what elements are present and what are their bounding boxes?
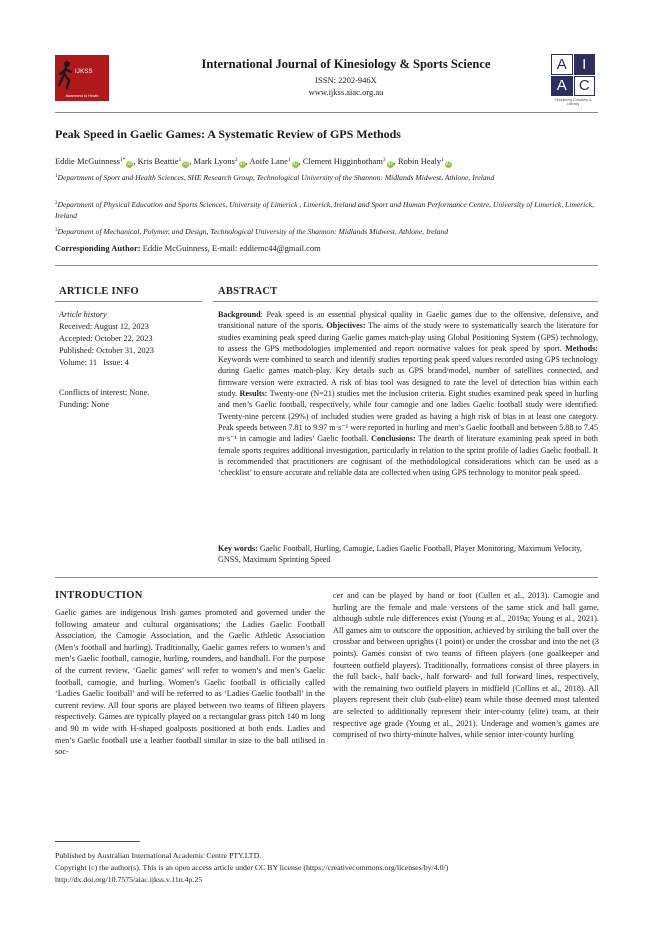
orcid-icon[interactable]: iD [127, 160, 133, 167]
author-name: Mark Lyons [193, 156, 235, 166]
conclusions-text: The dearth of literature examining peak speed in both female sports requires additional investigation, particularly in relation to the sprint profile of ladies Gaelic football. It is recommended that practitioners are cognisant of the methodological considerations which can be used as a ‘checklist’ to ensure accurate and reliable data are collected when using GPS technology to monitor peak speed. [218, 434, 598, 478]
conclusions-label: Conclusions: [371, 434, 416, 444]
affiliation [55, 199, 600, 221]
objectives-text: The aims of the study were to systematically search the literature for studies examining peak speed during Gaelic games match-play using Global Positioning System (GPS) technology, to assess the GPS methodologies implemented and report normative values for peak speed by sport. [218, 321, 598, 353]
footer-copyright[interactable]: Copyright (c) the author(s). This is an open access article under CC BY license (https://creativecommons.org/licenses/by/4.0/) [55, 863, 449, 872]
author: Aoife Lane$^1$iD, [249, 156, 303, 167]
keywords [218, 543, 598, 566]
results-label: Results: [239, 389, 268, 399]
conflicts: Conflicts of interest: None. [59, 388, 150, 397]
abstract-text [218, 309, 598, 478]
journal-title: International Journal of Kinesiology & Sports Science [201, 57, 491, 71]
author-sup: 2 [234, 157, 238, 163]
corresponding-label: Corresponding Author: [55, 243, 141, 253]
objectives-label: Objectives: [326, 321, 366, 331]
accepted-date: Accepted: October 22, 2023 [59, 334, 153, 343]
affiliation-text: Department of Sport and Health Sciences, SHE Research Group, Technological University of the Shannon: Midlands Midwest, Athlone, Ireland [57, 173, 495, 182]
author-name: Kris Beattie [137, 156, 179, 166]
logo-left-text: IJKSS [75, 69, 93, 75]
footer-publisher: Published by Australian International Academic Centre PTY.LTD. [55, 851, 262, 860]
corresponding-author [55, 243, 600, 253]
author: Kris Beattie$^1$iD, [137, 156, 194, 167]
footer-doi[interactable]: http://dx.doi.org/10.7575/aiac.ijkss.v.11n.4p.25 [55, 875, 203, 884]
header-divider [55, 112, 598, 113]
orcid-icon[interactable]: iD [387, 160, 393, 167]
ijkss-logo [55, 55, 109, 101]
journal-url[interactable]: www.ijkss.aiac.org.au [308, 87, 384, 97]
keywords-label: Key words: [218, 544, 258, 553]
article-info-divider [55, 301, 202, 302]
author-name: Eddie McGuinness [55, 156, 120, 166]
author-sup: 3 [382, 157, 386, 163]
funding: Funding: None [59, 400, 110, 409]
volume: Volume: 11 [59, 358, 98, 367]
methods-label: Methods: [565, 343, 598, 353]
abstract-divider [213, 301, 598, 302]
author [398, 156, 452, 166]
section-divider [55, 265, 598, 266]
methods-text: Keywords were combined to search and identify studies reporting peak speed values recorded using GPS technology during Gaelic games match-play. Key details such as GPS brand/model, number of satellites connected, and firmware version were extracted. A risk of bias tool was designed to rate the level of detection bias within each study. [218, 355, 598, 399]
affiliation-sup: 2 [55, 201, 58, 206]
author-sup: 1* [119, 157, 126, 163]
affiliation [55, 226, 600, 238]
author: Mark Lyons$^2$iD, [193, 156, 250, 167]
background-text: : Peak speed is an essential physical quality in Gaelic games due to the offensive, defensive, and transitional nature of the sports. [218, 310, 598, 331]
affiliation-sup: 1 [55, 174, 58, 179]
author: Clement Higginbotham$^3$iD, [302, 156, 398, 167]
logo-left-tagline: Awareness to Health [65, 94, 99, 98]
keywords-text: Gaelic Football, Hurling, Camogie, Ladies Gaelic Football, Player Monitoring, Maximum Velocity, GNSS, Maximum Sprinting Speed [218, 544, 582, 565]
orcid-icon[interactable]: iD [239, 160, 245, 167]
received-date: Received: August 12, 2023 [59, 322, 149, 331]
orcid-icon[interactable]: iD [183, 160, 189, 167]
article-title: Peak Speed in Gaelic Games: A Systematic Review of GPS Methods [55, 127, 401, 141]
aiac-logo [549, 53, 597, 105]
orcid-icon[interactable]: iD [445, 160, 451, 167]
published-date: Published: October 31, 2023 [59, 346, 154, 355]
results-text: Twenty-one (N=21) studies met the inclusion criteria. Eight studies examined peak speed in hurling and men’s Gaelic football, respectively, while four camogie and one ladies Gaelic football study were identified. Twenty-nine percent (29%) of included studies were graded as having a high risk of bias in at least one category. Peak speeds between 7.81 to 9.97 m·s⁻¹ were reported in hurling and men’s Gaelic football and between 5.88 to 7.45 m·s⁻¹ in camogie and ladies’ Gaelic football. [218, 389, 598, 444]
aiac-letter: A [551, 76, 573, 97]
author-name: Clement Higginbotham [302, 156, 383, 166]
aiac-tagline: Flourishing Creativity & Literacy [554, 98, 592, 106]
history-label: Article history [59, 310, 107, 319]
article-info [59, 309, 204, 411]
aiac-letter: I [574, 54, 596, 75]
author-name: Aoife Lane [249, 156, 288, 166]
journal-header [55, 53, 597, 105]
body-column-left: Gaelic games are indigenous Irish games promoted and governed under the following amateur and cultural organisations; the Ladies Gaelic Football Association, the Camogie Association, and the Gaelic Athletic Association (Men’s football and hurling). Traditionally, Gaelic games refers to women’s and men’s Gaelic football, camogie, hurling, rounders, and handball. For the purpose of the current review, ‘Gaelic games’ will refer to women’s and men’s Gaelic football, camogie, and hurling. Women’s Gaelic football is officially called ‘Ladies Gaelic football’ and will be referred to as ‘Ladies Gaelic football’ in the current review. All four sports are played between two teams of fifteen players respectively. Games are typically played on a rectangular grass pitch 140 m long and 90 m wide with H-shaped goalposts positioned at both ends. Ladies and men’s Gaelic football use a leather football similar in size to the ball utilised in soc- [55, 608, 325, 757]
body-column-right: cer and can be played by hand or foot (Cullen et al., 2013). Camogie and hurling are the female and male versions of the same stick and ball game, although subtle rule differences exist (Young et al., 2019a; Young et al., 2021). All games aim to outscore the opposition, achieved by striking the ball over the crossbar and between uprights (1 point) or under the crossbar and into the net (3 points). Games consist of two teams of fifteen players (one goalkeeper and fourteen outfield players). Traditionally, formations consist of three players in the full back-, half back-, half forward- and full forward lines, respectively, with the remaining two outfield players in midfield (Collins et al., 2018). All players represent their club (sub-elite) team while those deemed most talented are selected to additionally represent their inter-county (elite) team, at their respective age grade (Young et al., 2021). Underage and women’s games are comprised of two thirty-minute halves, while senior inter-county hurling [333, 591, 599, 740]
affiliation-text: Department of Physical Education and Sports Sciences, University of Limerick , Limerick, Ireland and Sport and Human Performance Centre, University of Limerick, Limerick, Ireland [55, 200, 594, 220]
aiac-letter: C [574, 76, 596, 97]
introduction-heading: INTRODUCTION [55, 590, 143, 601]
section-divider [55, 577, 598, 578]
abstract-heading: ABSTRACT [218, 286, 278, 297]
aiac-letter: A [551, 54, 573, 75]
author-sup: 1 [441, 157, 444, 163]
issue: Issue: 4 [103, 358, 129, 367]
journal-issn: ISSN: 2202-946X [315, 75, 377, 85]
author-name: Robin Healy [397, 156, 442, 166]
affiliation [55, 172, 600, 184]
author-list [55, 156, 615, 168]
author-sup: 1 [178, 157, 182, 163]
affiliation-sup: 3 [55, 228, 58, 233]
article-info-heading: ARTICLE INFO [59, 286, 139, 297]
volume-issue [59, 357, 204, 369]
orcid-icon[interactable]: iD [292, 160, 298, 167]
affiliation-text: Department of Mechanical, Polymer, and Design, Technological University of the Shannon: Midlands Midwest, Athlone, Ireland [57, 227, 449, 236]
corresponding-text: Eddie McGuinness, E-mail: eddiemc44@gmail.com [140, 243, 321, 253]
footnote-divider [55, 841, 140, 842]
background-label: Background [218, 310, 261, 319]
author-sup: 1 [287, 157, 291, 163]
author: Eddie McGuinness$^{1*}$iD, [55, 156, 138, 167]
